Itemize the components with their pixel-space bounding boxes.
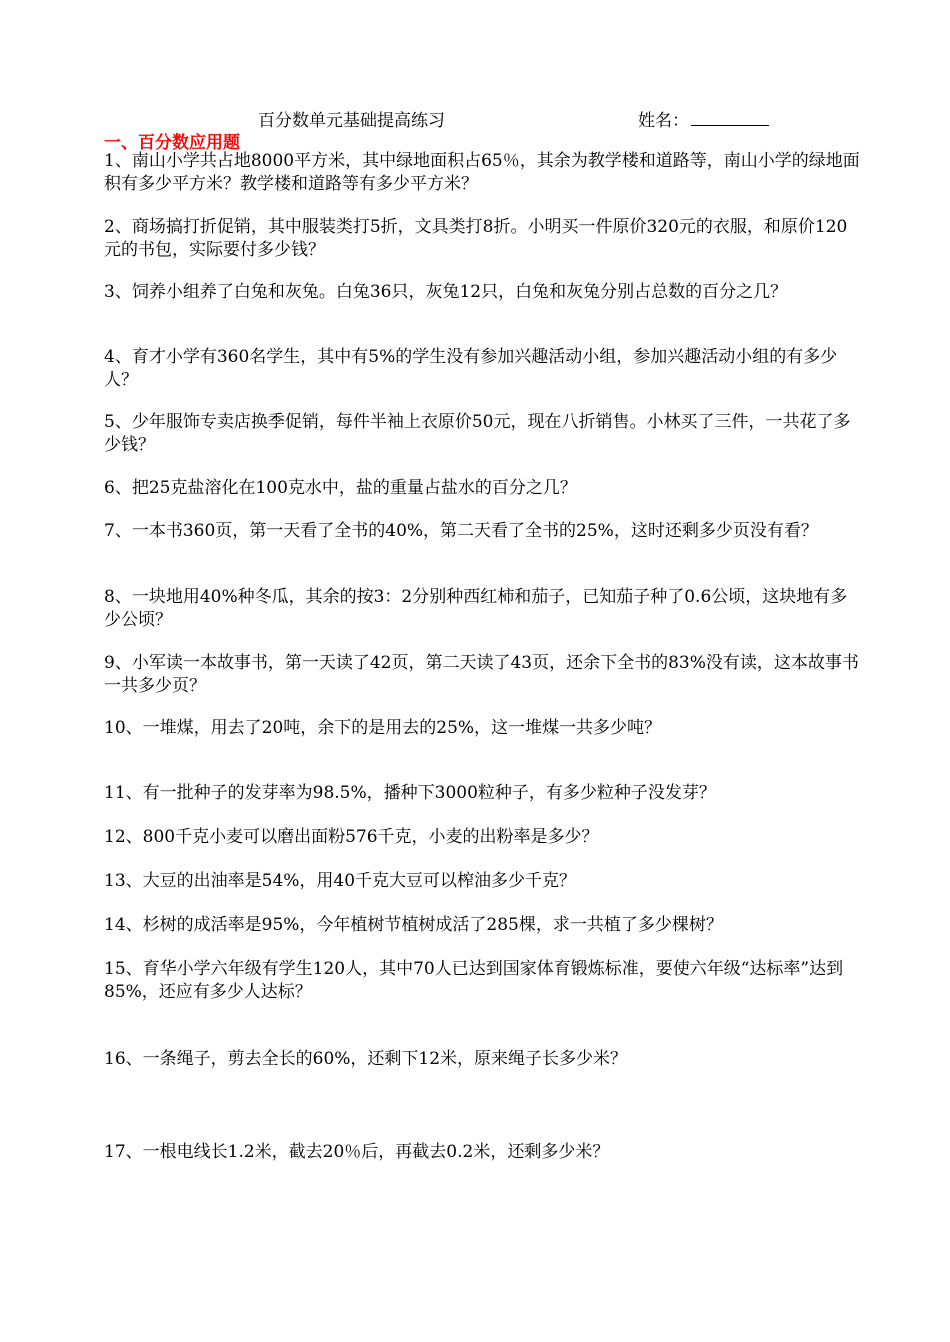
question-11: 11、有一批种子的发芽率为98.5%，播种下3000粒种子，有多少粒种子没发芽？ <box>104 783 716 803</box>
question-7: 7、一本书360页，第一天看了全书的40%，第二天看了全书的25%，这时还剩多少页没有看？ <box>104 521 818 541</box>
student-name-field <box>638 106 769 131</box>
question-12: 12、800千克小麦可以磨出面粉576千克，小麦的出粉率是多少？ <box>104 827 599 847</box>
worksheet-title: 百分数单元基础提高练习 <box>258 111 445 131</box>
question-1: 1、南山小学共占地8000平方米，其中绿地面积占65％，其余为教学楼和道路等，南山小学的绿地面积有多少平方米？教学楼和道路等有多少平方米？ <box>104 151 860 194</box>
question-4: 4、育才小学有360名学生，其中有5%的学生没有参加兴趣活动小组，参加兴趣活动小组的有多少人？ <box>104 347 838 390</box>
question-2: 2、商场搞打折促销，其中服装类打5折，文具类打8折。小明买一件原价320元的衣服，和原价120元的书包，实际要付多少钱？ <box>104 217 848 260</box>
name-blank-line <box>691 110 769 126</box>
question-13: 13、大豆的出油率是54%，用40千克大豆可以榨油多少千克？ <box>104 871 577 891</box>
question-17: 17、一根电线长1.2米，截去20％后，再截去0.2米，还剩多少米？ <box>104 1142 610 1162</box>
question-9: 9、小军读一本故事书，第一天读了42页，第二天读了43页，还余下全书的83%没有读，这本故事书一共多少页？ <box>104 653 859 696</box>
question-10: 10、一堆煤，用去了20吨，余下的是用去的25%，这一堆煤一共多少吨？ <box>104 718 662 738</box>
question-15: 15、育华小学六年级有学生120人，其中70人已达到国家体育锻炼标准，要使六年级“达标率”达到85%，还应有多少人达标？ <box>104 959 844 1002</box>
question-6: 6、把25克盐溶化在100克水中，盐的重量占盐水的百分之几？ <box>104 478 577 498</box>
name-label: 姓名： <box>638 111 689 131</box>
section-heading: 一、百分数应用题 <box>104 133 240 153</box>
question-5: 5、少年服饰专卖店换季促销，每件半袖上衣原价50元，现在八折销售。小林买了三件，一共花了多少钱？ <box>104 412 851 455</box>
question-14: 14、杉树的成活率是95%，今年植树节植树成活了285棵，求一共植了多少棵树？ <box>104 915 723 935</box>
question-16: 16、一条绳子，剪去全长的60%，还剩下12米，原来绳子长多少米？ <box>104 1049 628 1069</box>
question-8: 8、一块地用40%种冬瓜，其余的按3：2分别种西红柿和茄子，已知茄子种了0.6公顷，这块地有多少公顷？ <box>104 587 848 630</box>
question-3: 3、饲养小组养了白兔和灰兔。白兔36只，灰兔12只，白兔和灰兔分别占总数的百分之几？ <box>104 282 788 302</box>
